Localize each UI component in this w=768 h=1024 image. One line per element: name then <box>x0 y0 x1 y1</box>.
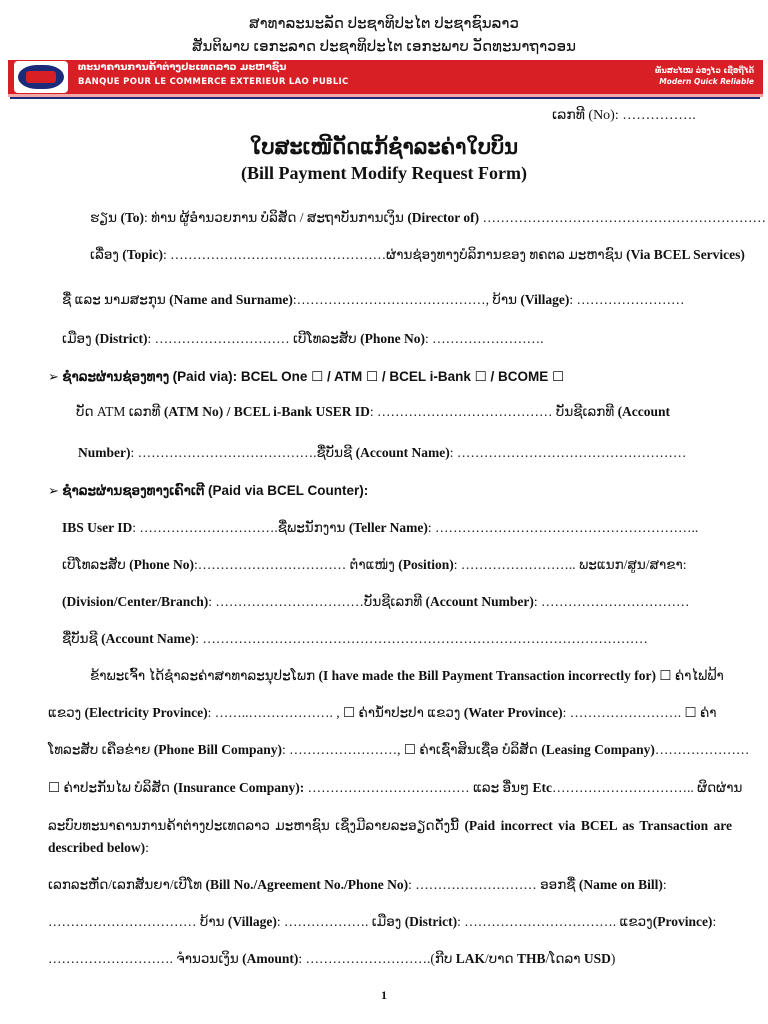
bcel-logo-icon <box>14 61 68 93</box>
country-header-line2: ສັນຕິພາບ ເອກະລາດ ປະຊາທິປະໄຕ ເອກະພາບ ວັດທະນາຖາວອນ <box>191 39 577 55</box>
name-line: ຊື່ ແລະ ນາມສະກຸນ (Name and Surname):……………………………………, ບ້ານ (Village): …………………… <box>62 292 685 307</box>
slogan-english: Modern Quick Reliable <box>659 77 754 86</box>
atm-line-continued: Number): ………………………………….ຊື່ບັນຊີ (Account Name): …………………………………………… <box>78 445 687 460</box>
form-number: ເລກທີ (No): ……………. <box>552 108 696 123</box>
electricity-water-line: ແຂວງ (Electricity Province): ……..………………. , ☐ ຄ່ານໍ້າປະປາ ແຂວງ (Water Province): ……………………. ☐ ຄ່າ <box>48 705 717 720</box>
teller-phone-position-line: ເບີໂທລະສັບ (Phone No):…………………………… ຕໍາແໜ່ງ (Position): …………………….. ພະແນກ/ສູນ/ສາຂາ: <box>62 557 687 572</box>
arrow-bullet-icon: ➢ <box>48 369 59 384</box>
teller-account-name-line: ຊື່ບັນຊີ (Account Name): ……………………………………………………………………………………… <box>62 631 648 646</box>
topic-line: ເລື່ອງ (Topic): …………………………………………ຜ່ານຊ່ອງທາງບໍລິການຂອງ ທຄຕລ ມະຫາຊົນ (Via BCEL Services) <box>90 247 745 262</box>
arrow-bullet-icon: ➢ <box>48 483 59 498</box>
paid-incorrect-paragraph: ລະບົບທະນາຄານການຄ້າຕ່າງປະເທດລາວ ມະຫາຊົນ ເຊິ່ງມີລາຍລະອຽດດັ່ງນີ້ (Paid incorrect via BCEL as Transaction are described below): <box>48 818 732 855</box>
paid-via-line: ➢ ຊໍາລະຜ່ານຊ່ອງທາງ (Paid via): BCEL One ☐ / ATM ☐ / BCEL i-Bank ☐ / BCOME ☐ <box>48 369 565 384</box>
amount-line: ………………………. ຈໍານວນເງິນ (Amount): ……………………….(ກີບ LAK/ບາດ THB/ໂດລາ USD) <box>48 951 616 966</box>
page-number: 1 <box>381 988 387 1002</box>
bill-number-line: ເລກລະຫັດ/ເລກສັນຍາ/ເບີໂທ (Bill No./Agreement No./Phone No): ……………………… ອອກຊື່ (Name on Bill): <box>48 877 667 892</box>
bill-address-line: …………………………… ບ້ານ (Village): ………………. ເມືອງ (District): ……………………………. ແຂວງ(Province): <box>48 914 717 929</box>
ibs-user-line: IBS User ID: ………………………….ຊື່ພະນັກງານ (Teller Name): ………………………………………………….. <box>62 520 699 535</box>
bank-name-lao: ທະນາຄານການຄ້າຕ່າງປະເທດລາວ ມະຫາຊົນ <box>78 62 287 73</box>
atm-line: ບັດ ATM ເລກທີ (ATM No) / BCEL i-Bank USER ID: ………………………………… ບັນຊີເລກທີ (Account <box>76 404 671 419</box>
district-phone-line: ເມືອງ (District): ………………………… ເບີໂທລະສັບ (Phone No): ……………………. <box>62 331 544 346</box>
declaration-line: ຂ້າພະເຈົ້າ ໄດ້ຊໍາລະຄ່າສາທາລະນຸປະໂພກ (I have made the Bill Payment Transaction incorrectly for) ☐ ຄ່າໄຟຟ້າ <box>90 668 724 683</box>
phone-leasing-line: ໂທລະສັບ ເຄືອຂ່າຍ (Phone Bill Company): ……………………, ☐ ຄ່າເຊົ່າສິນເຊື່ອ ບໍລິສັດ (Leasing Company)………………… <box>48 742 750 757</box>
slogan-lao: ທັນສະໄໝ ວ່ອງໄວ ເຊື່ອຖືໄດ້ <box>655 66 754 75</box>
form-title-lao: ໃບສະເໜີດັດແກ້ຊໍາລະຄ່າໃບບິນ <box>249 135 519 159</box>
bank-name-french: BANQUE POUR LE COMMERCE EXTERIEUR LAO PUBLIC <box>78 77 349 87</box>
country-header-line1: ສາທາລະນະລັດ ປະຊາທິປະໄຕ ປະຊາຊົນລາວ <box>249 16 519 32</box>
to-line: ຮຽນ (To): ທ່ານ ຜູ້ອໍານວຍການ ບໍລິສັດ / ສະຖາບັນການເງິນ (Director of) ……………………………………………………… <box>90 210 767 225</box>
banner-underline <box>10 97 760 99</box>
paid-via-counter-line: ➢ ຊໍາລະຜ່ານຊອງທາງເຄົາເຕີ (Paid via BCEL Counter): <box>48 483 369 498</box>
form-title-english: (Bill Payment Modify Request Form) <box>241 163 527 183</box>
division-line: (Division/Center/Branch): ……………………………ບັນຊີເລກທີ (Account Number): …………………………… <box>62 594 690 609</box>
insurance-line: ☐ ຄ່າປະກັນໄພ ບໍລິສັດ (Insurance Company): ……………………………… ແລະ ອື່ນໆ Etc………………………….. ຜິດຜ່ານ <box>48 780 743 795</box>
bank-banner <box>0 58 768 96</box>
